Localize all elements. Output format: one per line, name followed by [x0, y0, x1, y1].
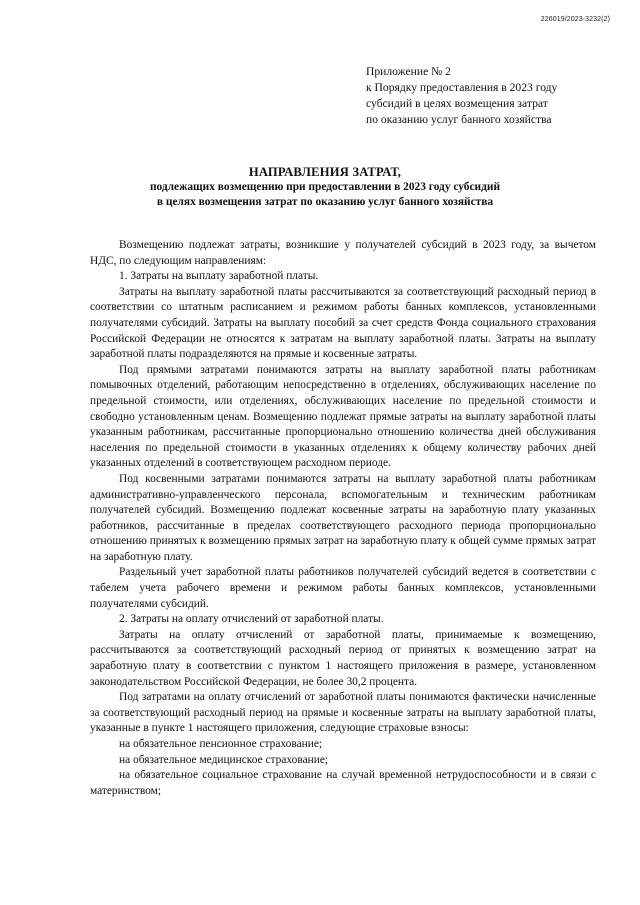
title-main: НАПРАВЛЕНИЯ ЗАТРАТ, — [248, 165, 402, 179]
appendix-header — [366, 64, 616, 128]
appendix-line: субсидий в целях возмещения затрат — [366, 97, 548, 110]
appendix-line: Приложение № 2 — [366, 65, 451, 78]
paragraph: Затраты на оплату отчислений от заработной платы, принимаемые к возмещению, рассчитываются за соответствующий расходный период от принятых к возмещению затрат на заработную плату в соответствии с пунктом 1 настоящего приложения в размере, установленном законодательством Российской Федерации, не более 30,2 процента. — [90, 628, 596, 688]
appendix-line: к Порядку предоставления в 2023 году — [366, 81, 558, 94]
paragraph: Под косвенными затратами понимаются затраты на выплату заработной платы работникам административно-управленческого персонала, вспомогательным и техническим работникам получателей субсидий. Возмещению подлежат косвенные затраты на заработную плату указанных работников, рассчитанные в пределах соответствующего расходного периода пропорционально отношению принятых к возмещению прямых затрат на заработную плату к общей сумме прямых затрат на заработную плату. — [90, 472, 596, 563]
paragraph: Под затратами на оплату отчислений от заработной платы понимаются фактически начисленные за соответствующий расходный период на прямые и косвенные затраты на выплату заработной платы, указанные в пункте 1 настоящего приложения, следующие страховые взносы: — [90, 691, 596, 735]
list-item: на обязательное пенсионное страхование; — [119, 738, 323, 750]
document-body — [90, 238, 596, 799]
list-item: на обязательное социальное страхование на случай временной нетрудоспособности и в связи с материнством; — [90, 769, 596, 797]
paragraph: Раздельный учет заработной платы работников получателей субсидий ведется в соответствии с табелем учета рабочего времени и режимом работы банных комплексов, установленными получателями субсидий. — [90, 566, 596, 610]
section-heading: 2. Затраты на оплату отчислений от заработной платы. — [119, 613, 384, 626]
appendix-line: по оказанию услуг банного хозяйства — [366, 113, 552, 126]
document-title — [60, 164, 590, 210]
paragraph: Возмещению подлежат затраты, возникшие у получателей субсидий в 2023 году, за вычетом НДС, по следующим направлениям: — [90, 239, 596, 267]
list-item: на обязательное медицинское страхование; — [119, 753, 329, 766]
paragraph: Затраты на выплату заработной платы рассчитываются за соответствующий расходный период в соответствии со штатным расписанием и режимом работы банных комплексов, установленными получателями субсидий. Затраты на выплату пособий за счет средств Фонда социального страхования Российской Федерации не относятся к затратам на выплату заработной платы. Затраты на выплату заработной платы подразделяются на прямые и косвенные затраты. — [90, 285, 596, 361]
paragraph: Под прямыми затратами понимаются затраты на выплату заработной платы работникам помывочных отделений, работающим непосредственно в отделениях, обслуживающих население по предельной стоимости, или отделениях, обслуживающих население по предельной стоимости и свободно установленным ценам. Возмещению подлежат прямые затраты на выплату заработной платы указанным работникам, рассчитанные пропорционально отношению количества дней обслуживания населения по предельной стоимости в указанных отделениях к общему количеству рабочих дней указанных отделений в соответствующем расходном периоде. — [90, 363, 596, 470]
document-number: 226019/2023-3232(2) — [540, 16, 610, 23]
section-heading: 1. Затраты на выплату заработной платы. — [119, 270, 319, 283]
title-subtitle-line: в целях возмещения затрат по оказанию услуг банного хозяйства — [156, 196, 494, 208]
title-subtitle-line: подлежащих возмещению при предоставлении в 2023 году субсидий — [149, 181, 501, 193]
